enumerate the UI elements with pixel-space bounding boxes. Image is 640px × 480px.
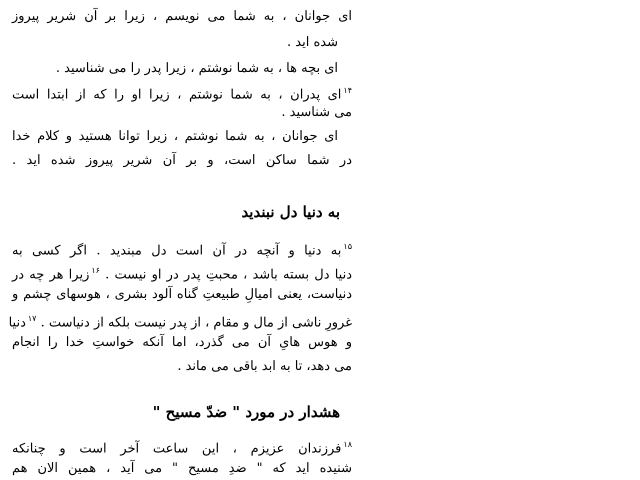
text-line bbox=[12, 82, 352, 104]
text-segment: فرزندان عزیزم ، این ساعت آخر است و چنانکه bbox=[12, 441, 342, 457]
text-segment: دنیا bbox=[8, 315, 26, 331]
text-segment: ای پدران ، به شما نوشتم ، زیرا او را که از ابتدا است bbox=[12, 87, 342, 103]
text-line: شده اید . bbox=[287, 35, 338, 50]
verse-number: ۱۷ bbox=[27, 314, 37, 323]
verse-number: ۱۸ bbox=[343, 440, 352, 449]
text-line: می دهد، تا به ابد باقی می ماند . bbox=[177, 359, 352, 374]
verse-number: ۱۶ bbox=[91, 266, 100, 275]
verse-number: ۱۵ bbox=[343, 242, 352, 251]
section-heading: هشدار در مورد " ضدّ مسیح " bbox=[152, 403, 340, 421]
section-heading: به دنیا دل نبندید bbox=[241, 203, 340, 221]
text-line: ای بچه ها ، به شما نوشتم ، زیرا پدر را می شناسید . bbox=[55, 61, 338, 76]
text-line: دنیاست، یعنی امیالِ طبیعتِ گناه آلود بشری ، هوسهای چشم و bbox=[12, 287, 352, 302]
text-segment: زیرا هر چه در bbox=[12, 267, 90, 283]
text-line: در شما ساکن است، و بر آن شریر پیروز شده اید . bbox=[12, 153, 352, 168]
text-line: می شناسید . bbox=[281, 105, 352, 120]
text-line: شنیده اید که " ضدِ مسیح " می آید ، همین الان هم bbox=[12, 461, 352, 476]
text-line bbox=[8, 310, 352, 332]
text-line: ای جوانان ، به شما نوشتم ، زیرا توانا هستید و کلام خدا bbox=[12, 129, 338, 144]
text-line bbox=[12, 436, 352, 458]
text-segment: دنیا دل بسته باشد ، محبتِ پدر در او نیست . bbox=[105, 267, 352, 283]
text-line: و هوس هایِ آن می گذرد، اما آنکه خواستِ خدا را انجام bbox=[12, 335, 352, 350]
text-segment: به دنیا و آنچه در آن است دل مبندید . اگر کسی به bbox=[12, 243, 342, 259]
text-line: ای جوانان ، به شما می نویسم ، زیرا بر آن شریر پیروز bbox=[12, 9, 352, 24]
text-line bbox=[12, 238, 352, 260]
verse-number: ۱۴ bbox=[343, 86, 352, 95]
text-line bbox=[12, 262, 352, 284]
text-segment: غرورِ ناشی از مال و مقام ، از پدر نیست بلکه از دنیاست . bbox=[40, 315, 352, 331]
